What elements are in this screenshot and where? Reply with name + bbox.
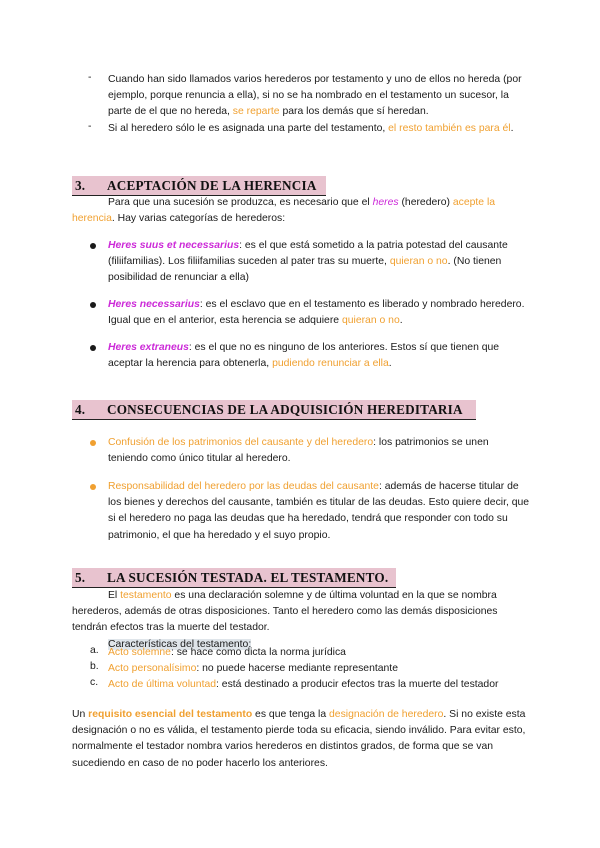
list-item	[88, 72, 530, 121]
list-item	[90, 297, 530, 329]
item-text: : está destinado a producir efectos tras la muerte del testador	[216, 679, 499, 691]
bullet-dot	[90, 243, 96, 249]
list-item	[90, 435, 530, 467]
list-item	[88, 121, 530, 137]
highlighted-phrase: requisito esencial del testamento	[88, 709, 253, 720]
item-text: : además de hacerse titular de los bienes y derechos del causante, también es titular de las deudas. Esto quiere decir, que si el heredero no paga las deudas que ha heredado, tendrá que responder con todo su patrimonio, el que ha heredado y el suyo propio.	[108, 481, 530, 541]
latin-term: heres	[372, 197, 399, 208]
item-text: .	[388, 358, 392, 370]
characteristics-label: Características del testamento:	[108, 638, 252, 650]
highlighted-phrase: quieran o no	[341, 315, 400, 327]
highlighted-phrase: se reparte	[232, 106, 280, 118]
section-heading-5	[72, 568, 530, 587]
bullet-dot	[90, 302, 96, 308]
section-number: 4.	[75, 402, 86, 417]
highlighted-phrase: designación de heredero	[329, 709, 444, 720]
paragraph-text: . Si no existe esta designación o no es válida, el testamento pierde toda su eficacia, siendo inválido. Para evitar esto, normalmente el testador nombra varios herederos en distintos grados, de forma que se van sucediendo en caso de no poder hacerlo los anteriores.	[72, 709, 526, 769]
paragraph-text: . Hay varias categorías de herederos:	[111, 213, 286, 225]
list-marker: a.	[90, 645, 99, 656]
list-item	[90, 479, 530, 544]
item-text: : los patrimonios se unen teniendo como único titular al heredero.	[108, 437, 489, 465]
bullet-dot	[90, 440, 96, 446]
dash-marker: -	[88, 72, 92, 83]
section5-paragraph-2	[72, 707, 530, 772]
consequences-list	[90, 479, 530, 544]
item-text: .	[510, 122, 514, 134]
list-item	[90, 340, 530, 372]
highlighted-phrase: acepte la herencia	[72, 197, 496, 225]
list-marker: c.	[90, 677, 99, 689]
section-heading-3	[72, 176, 530, 195]
paragraph-text: es que tenga la	[252, 709, 330, 720]
section-title: CONSECUENCIAS DE LA ADQUISICIÓN HEREDITARIA	[107, 402, 463, 417]
item-text: : es el que no es ninguno de los anteriores. Estos sí que tienen que aceptar la herencia para obtenerla,	[108, 342, 500, 370]
section-number: 5.	[75, 570, 86, 585]
section-number: 3.	[75, 178, 86, 193]
highlighted-phrase: pudiendo renunciar a ella	[272, 358, 389, 370]
bullet-dot	[90, 484, 96, 490]
item-text: : no puede hacerse mediante representante	[196, 663, 398, 675]
intro-dash-list	[88, 72, 530, 137]
paragraph-text: El	[108, 590, 121, 601]
heir-categories-list	[90, 297, 530, 329]
section5-paragraph-1	[72, 588, 530, 653]
highlighted-phrase: el resto también es para él	[388, 122, 511, 134]
item-text: Cuando han sido llamados varios herederos por testamento y uno de ellos no hereda (por ejemplo, porque renuncia a ella), si no se ha nombrado en el testamento un sucesor, la parte de el que no hereda,	[108, 74, 522, 118]
section-heading-4	[72, 400, 530, 419]
paragraph-text: Para que una sucesión se produzca, es necesario que el	[108, 197, 373, 208]
list-item	[90, 645, 530, 661]
paragraph-text: (heredero)	[398, 197, 453, 208]
heir-categories-list	[90, 340, 530, 372]
highlighted-phrase: Confusión de los patrimonios del causante y del heredero	[108, 437, 374, 448]
highlighted-phrase: testamento	[120, 590, 172, 601]
latin-term: Heres necessarius	[108, 299, 200, 310]
latin-term: Heres suus et necessarius	[108, 240, 240, 251]
consequences-list	[90, 435, 530, 467]
dash-marker: -	[88, 120, 92, 132]
section-title: LA SUCESIÓN TESTADA. EL TESTAMENTO.	[107, 570, 389, 585]
section3-intro-paragraph	[72, 195, 530, 227]
bullet-dot	[90, 345, 96, 351]
section-title: ACEPTACIÓN DE LA HERENCIA	[107, 178, 317, 193]
item-text: : se hace como dicta la norma jurídica	[170, 647, 346, 658]
list-item	[90, 677, 530, 693]
highlighted-phrase: Acto personalísimo	[108, 663, 197, 675]
heir-categories-list	[90, 238, 530, 287]
list-marker: b.	[90, 661, 99, 673]
latin-term: Heres extraneus	[108, 342, 189, 353]
paragraph-text: es una declaración solemne y de última voluntad en la que se nombra herederos, además de otras disposiciones. Tanto el heredero como las demás disposiciones tendrán efectos tras la muerte del testador.	[72, 590, 498, 634]
highlighted-phrase: Responsabilidad del heredero por las deudas del causante	[108, 481, 379, 492]
highlighted-phrase: Acto solemne	[108, 647, 171, 658]
item-text: : es el que está sometido a la patria potestad del causante (filiifamilias). Los filiifamilias suceden al pater tras su muerte,	[108, 240, 508, 268]
highlighted-phrase: Acto de última voluntad	[108, 679, 217, 691]
paragraph-text: Un	[72, 709, 89, 720]
item-text: : es el esclavo que en el testamento es liberado y nombrado heredero. Igual que en el anterior, esta herencia se adquiere	[108, 299, 525, 327]
characteristics-list	[90, 645, 530, 694]
item-text: .	[399, 315, 403, 327]
list-item	[90, 238, 530, 287]
highlighted-phrase: quieran o no	[389, 256, 448, 268]
item-text: Si al heredero sólo le es asignada una parte del testamento,	[108, 122, 389, 134]
item-text: . (No tienen posibilidad de renunciar a ella)	[108, 256, 502, 284]
list-item	[90, 661, 530, 677]
item-text: para los demás que sí heredan.	[279, 106, 429, 118]
